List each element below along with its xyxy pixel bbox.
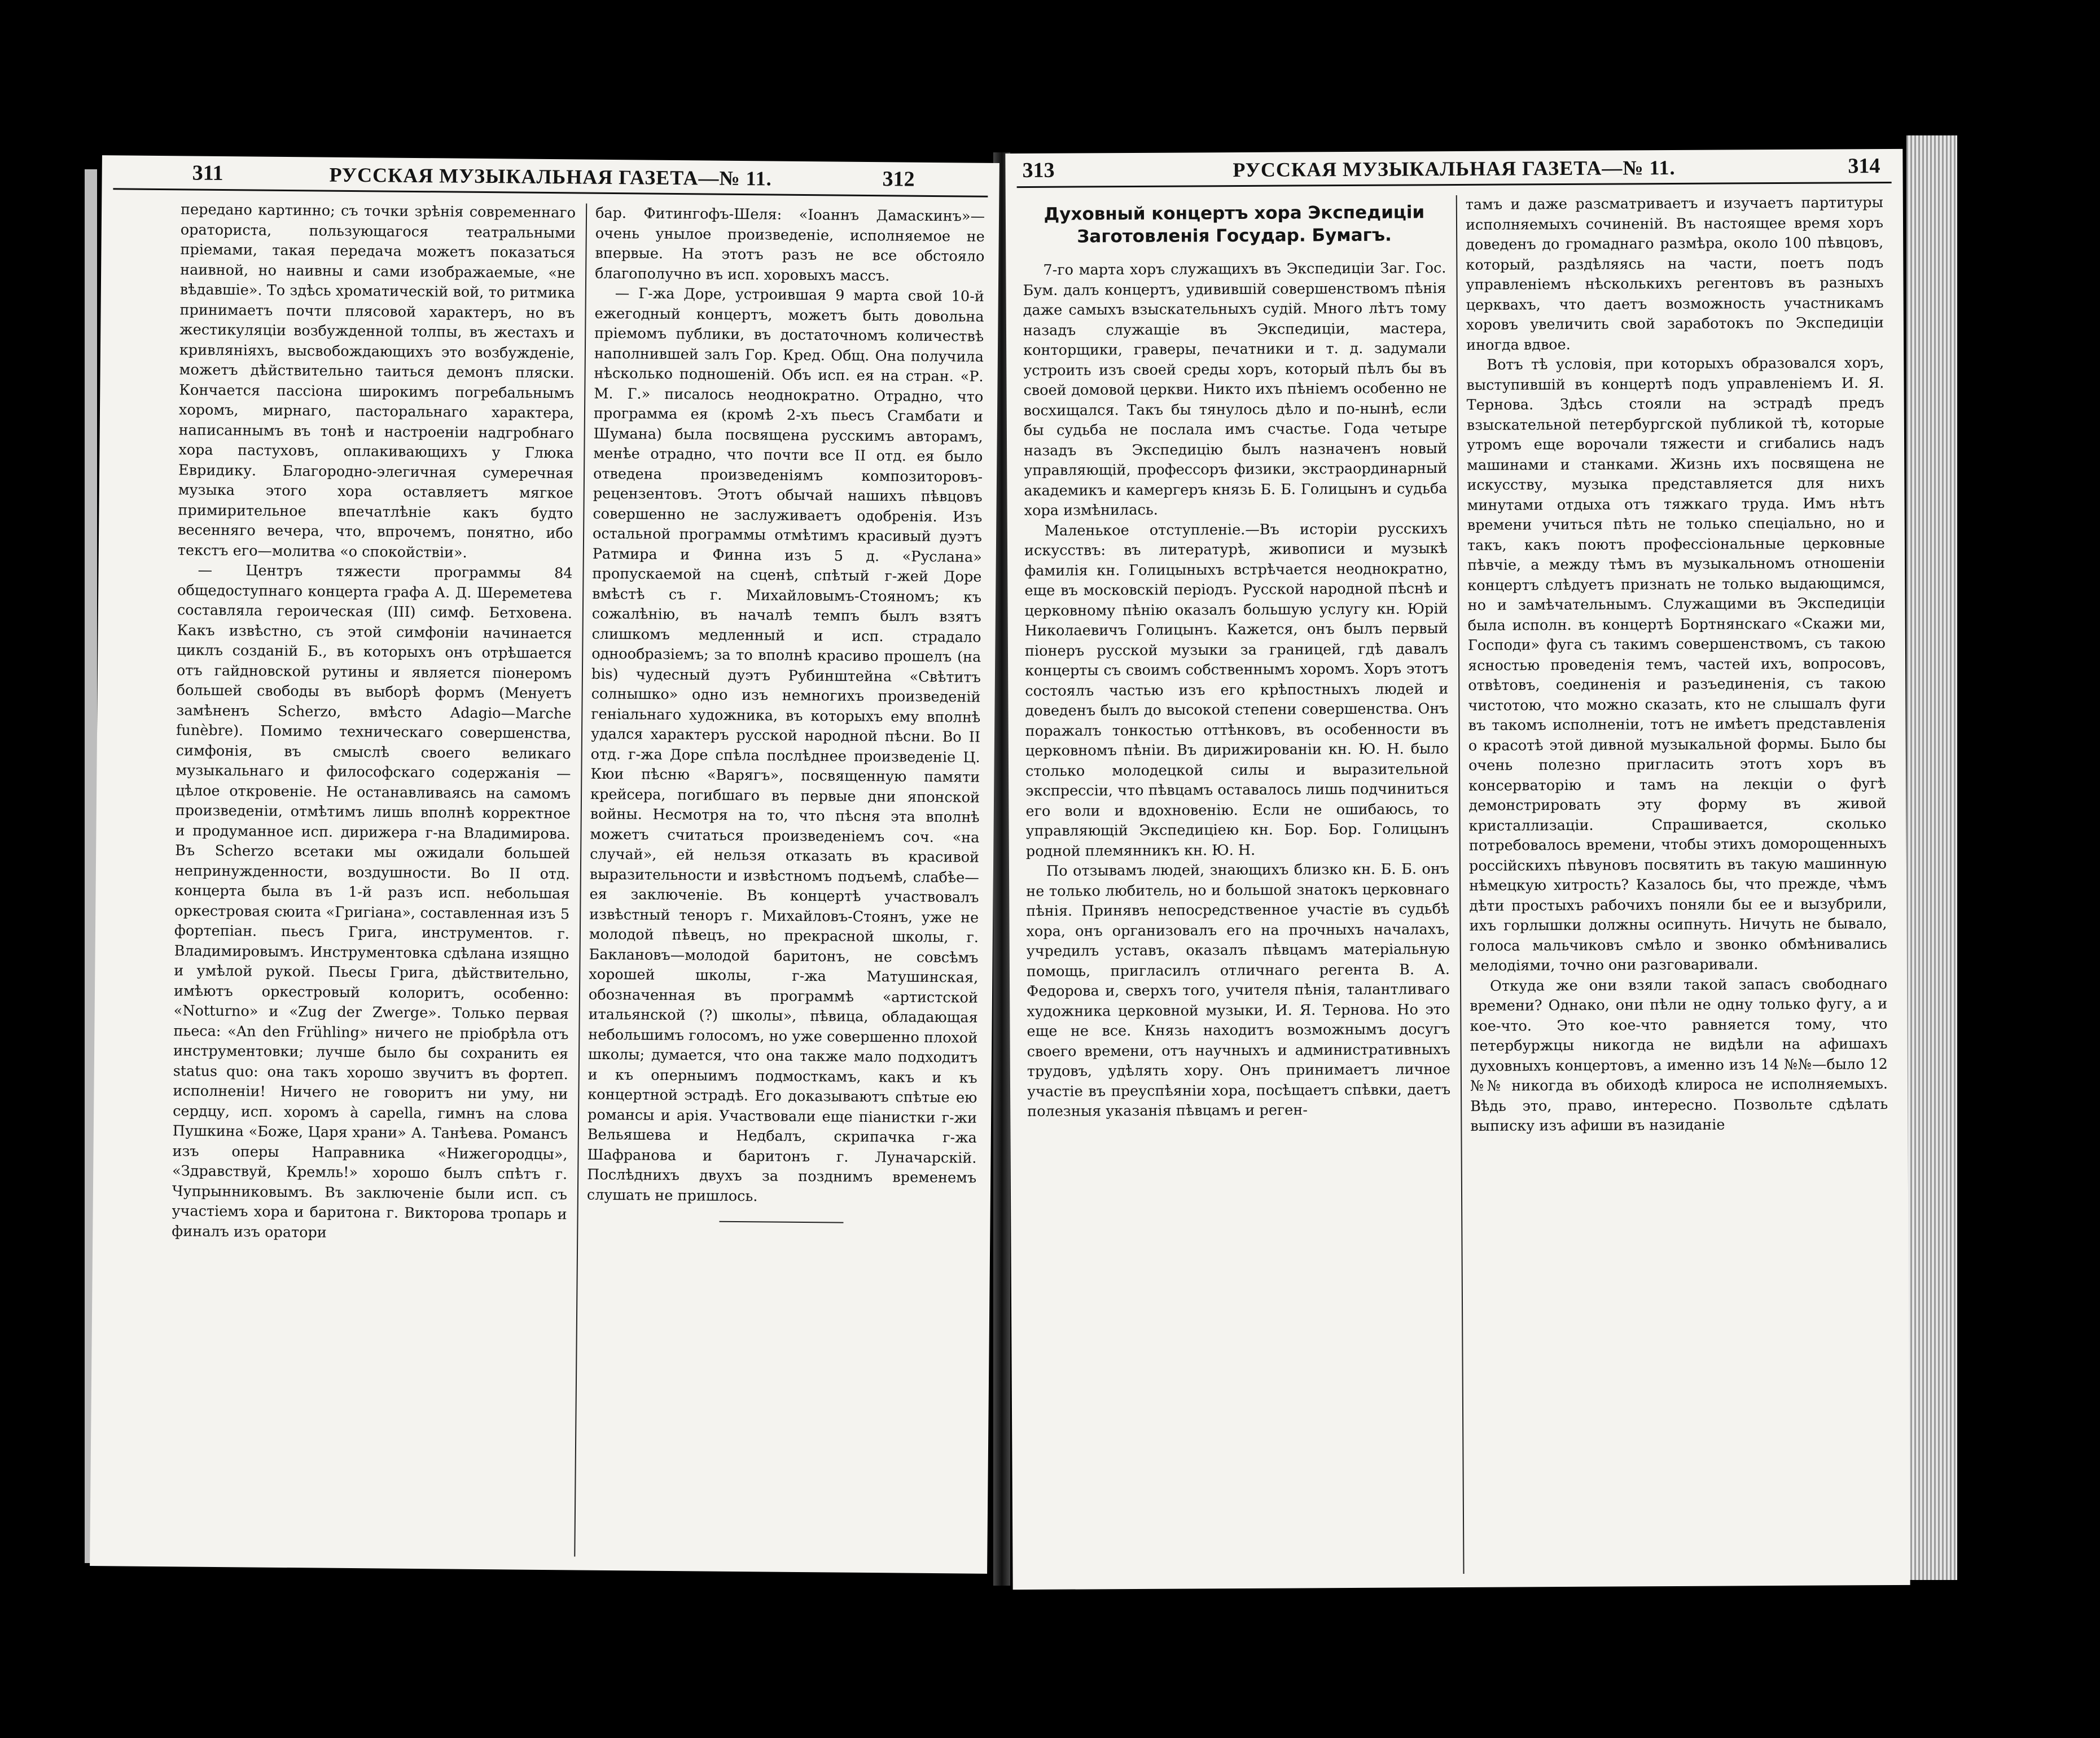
right-page-header xyxy=(1005,149,1902,193)
paragraph: передано картинно; съ точки зрѣнія современнаго ораториста, пользующагося театральными пріемами, такая передача можетъ показаться наивной, но наивны и сами изображаемые, «не вѣдавшіе». То здѣсь хроматическій вой, то ритмика принимаетъ почти плясовой характеръ, но въ жестикуляціи возбужденной толпы, въ жестахъ и кривляніяхъ, высвобождающихъ это возбужденіе, можетъ дѣйствительно таиться демонъ пляски. Кончается пассіона широкимъ погребальнымъ хоромъ, мирнаго, пасторальнаго характера, написаннымъ въ тонѣ и настроеніи надгробнаго хора пастуховъ, оплакивающихъ у Глюка Евридику. Благородно-элегичная сумеречная музыка этого хора оставляетъ мягкое примирительное впечатлѣніе какъ будто весенняго вечера, что, впрочемъ, понятно, ибо текстъ его—молитва «о спокойствіи». xyxy=(177,201,576,561)
page-number-312: 312 xyxy=(882,167,915,191)
newspaper-title: РУССКАЯ МУЗЫКАЛЬНАЯ ГАЗЕТА—№ 11. xyxy=(1233,156,1676,182)
page-number-313: 313 xyxy=(1022,158,1055,183)
left-page-header xyxy=(102,155,999,203)
paragraph: Вотъ тѣ условія, при которыхъ образовался хоръ, выступившій въ концертѣ подъ управленіемъ И. Я. Тернова. Здѣсь стояли на эстрадѣ предъ взыскательной петербургской публикой тѣ, которые утромъ еще ворочали тяжести и сгибались надъ машинами и станками. Жизнь ихъ посвящена не искусству, музыка представляется для нихъ минутами отдыха отъ тяжкаго труда. Имъ нѣтъ времени учиться пѣть не только спеціально, но и такъ, какъ поютъ профессіональные церковные пѣвчіе, а между тѣмъ въ музыкальномъ отношеніи концертъ слѣдуетъ признать не только выдающимся, но и замѣчательнымъ. Служащими въ Экспедиціи была исполн. въ концертѣ Бортнянскаго «Скажи ми, Господи» фуга съ такимъ совершенствомъ, съ такою ясностью проведенія темъ, частей ихъ, вопросовъ, отвѣтовъ, соединенія и разъединенія, съ такою чистотою, что можно сказать, кто не слышалъ фуги въ такомъ исполненіи, тотъ не имѣетъ представленія о красотѣ этой дивной музыкальной формы. Было бы очень полезно пригласить этотъ хоръ въ консерваторію и тамъ на лекціи о фугѣ демонстрировать эту форму въ живой кристаллизаціи. Спрашивается, сколько потребовалось времени, чтобы этихъ доморощенныхъ россійскихъ пѣвуновъ посвятить въ такую машинную нѣмецкую хитрость? Казалось бы, что прежде, чѣмъ дѣти простыхъ рабочихъ поняли бы ее и вызубрили, ихъ горлышки должны осипнуть. Ничуть не бывало, голоса мальчиковъ смѣло и звонко обмѣнивались мелодіями, точно они разговаривали. xyxy=(1466,354,1887,975)
page-number-314: 314 xyxy=(1848,154,1880,178)
end-rule xyxy=(719,1221,843,1223)
paragraph: — Центръ тяжести программы 84 общедоступнаго концерта графа А. Д. Шереметева составляла героическая (III) симф. Бетховена. Какъ извѣстно, съ этой симфоніи начинается циклъ созданій Б., въ которыхъ онъ отрѣшается отъ гайдновской рутины и является піонеромъ большей свободы въ выборѣ формъ (Менуетъ замѣненъ Scherzo, вмѣсто Adagio—Marche funèbre). Помимо техническаго совершенства, симфонія, въ смыслѣ своего великаго музыкальнаго и философскаго содержанія — цѣлое откровеніе. Не останавливаясь на самомъ произведеніи, отмѣтимъ лишь вполнѣ корректное и продуманное исп. дирижера г-на Владимирова. Въ Scherzo всетаки мы ожидали большей непринужденности, воздушности. Во II отд. концерта была въ 1-й разъ исп. небольшая оркестровая сюита «Григіана», составленная изъ 5 фортепіан. пьесъ Грига, инструментов. г. Владимировымъ. Инструментовка сдѣлана изящно и умѣлой рукой. Пьесы Грига, дѣйствительно, имѣютъ оркестровый колоритъ, особенно: «Notturno» и «Zug der Zwerge». Только первая пьеса: «An den Frühling» ничего не пріобрѣла отъ инструментовки; лучше было бы сохранить ея status quo: она такъ хорошо звучитъ въ фортеп. исполненіи! Ничего не говоритъ ни уму, ни сердцу, исп. хоромъ à capella, гимнъ на слова Пушкина «Боже, Царя храни» А. Танѣева. Романсъ изъ оперы Направника «Нижегородцы», «Здравствуй, Кремль!» хорошо былъ спѣтъ г. Чупрынниковымъ. Въ заключеніе были исп. съ участіемъ хора и баритона г. Викторова тропарь и финалъ изъ оратори xyxy=(172,561,573,1241)
newspaper-title: РУССКАЯ МУЗЫКАЛЬНАЯ ГАЗЕТА—№ 11. xyxy=(329,163,772,190)
left-page-column-2 xyxy=(584,204,985,1563)
right-page xyxy=(1005,149,1910,1590)
scan-edge-right xyxy=(1906,135,1957,1580)
paragraph: 7-го марта хоръ служащихъ въ Экспедиціи Заг. Гос. Бум. далъ концертъ, удивившій совершенствомъ пѣнія даже самыхъ взыскательныхъ судій. Много лѣтъ тому назадъ служащіе въ Экспедиціи, мастера, конторщики, граверы, печатники и т. д. задумали устроить изъ своей среды хоръ, который пѣлъ бы въ своей домовой церкви. Никто ихъ пѣніемъ особенно не восхищался. Такъ бы тянулось дѣло и по-нынѣ, если бы судьба не послала имъ счастье. Года четыре назадъ въ Экспедицію былъ назначенъ новый управляющій, профессоръ физики, экстраординарный академикъ и камергеръ князь Б. Б. Голицынъ и судьба хора измѣнилась. xyxy=(1023,260,1448,520)
page-number-311: 311 xyxy=(192,161,223,185)
right-page-column-2 xyxy=(1466,193,1891,1576)
paragraph: По отзывамъ людей, знающихъ близко кн. Б. Б. онъ не только любитель, но и большой знатокъ церковнаго пѣнія. Принявъ непосредственное участіе въ судьбѣ хора, онъ организовалъ его на прочныхъ началахъ, учредилъ уставъ, оказалъ пѣвцамъ матеріальную помощь, пригласилъ отличнаго регента В. А. Федорова и, сверхъ того, учителя пѣнія, талантливаго художника церковной музыки, И. Я. Тернова. Но это еще не все. Князь находитъ возможнымъ досугъ своего времени, отъ научныхъ и административныхъ трудовъ, удѣлять хору. Онъ принимаетъ личное участіе въ преуспѣяніи хора, посѣщаетъ спѣвки, даетъ полезныя указанія пѣвцамъ и реген- xyxy=(1026,861,1451,1120)
paragraph: тамъ и даже разсматриваетъ и изучаетъ партитуры исполняемыхъ сочиненій. Въ настоящее время хоръ доведенъ до громаднаго размѣра, около 100 пѣвцовъ, который, раздѣляясь на части, поетъ подъ управленіемъ нѣсколькихъ регентовъ въ разныхъ церквахъ, что даетъ возможность участникамъ хоровъ увеличить свой заработокъ по Экспедиціи иногда вдвое. xyxy=(1465,194,1884,354)
article-title: Духовный концертъ хора Экспедиціи Заготовленія Государ. Бумагъ. xyxy=(1044,202,1425,247)
paragraph: — Г-жа Доре, устроившая 9 марта свой 10-й ежегодный концертъ, можетъ быть довольна пріемомъ публики, въ достаточномъ количествѣ наполнившей залъ Гор. Кред. Общ. Она получила нѣсколько подношеній. Объ исп. ея на стран. «Р. М. Г.» писалось неоднократно. Отрадно, что программа ея (кромѣ 2-хъ пьесъ Сгамбати и Шумана) была посвящена русскимъ авторамъ, менѣе отрадно, что почти все II отд. ея было отведена произведеніямъ композиторовъ-рецензентовъ. Этотъ обычай нашихъ пѣвцовъ совершенно не заслуживаетъ одобренія. Изъ остальной программы отмѣтимъ красивый дуэтъ Ратмира и Финна изъ 5 д. «Руслана» пропускаемой на сценѣ, спѣтый г-жей Доре вмѣстѣ съ г. Михайловымъ-Стояномъ; къ сожалѣнію, въ началѣ темпъ былъ взятъ слишкомъ медленный и исп. страдало однообразіемъ; за то вполнѣ красиво прошелъ (на bis) чудесный дуэтъ Рубинштейна «Свѣтитъ солнышко» одно изъ немногихъ произведеній геніальнаго художника, въ которыхъ ему вполнѣ удался характеръ русской народной пѣсни. Во II отд. г-жа Доре спѣла послѣднее произведеніе Ц. Кюи пѣсню «Варягъ», посвященную памяти крейсера, погибшаго въ первые дни японской войны. Несмотря на то, что пѣсня эта вполнѣ можетъ считаться произведеніемъ соч. «на случай», ей нельзя отказать въ красивой выразительности и извѣстномъ подъемѣ, слабѣе—ея заключеніе. Въ концертѣ участвовалъ извѣстный теноръ г. Михайловъ-Стоянъ, уже не молодой пѣвецъ, но прекрасной школы, г. Баклановъ—молодой баритонъ, не совсѣмъ хорошей школы, г-жа Матушинская, обозначенная въ программѣ «артистской итальянской (?) школы», пѣвица, обладающая небольшимъ голосомъ, но уже совершенно плохой школы; думается, что она также мало подходитъ и къ оперныимъ подмосткамъ, какъ и къ концертной эстрадѣ. Его доказываютъ спѣтые ею романсы и арія. Участвовали еще піанистки г-жи Вельяшева и Недбалъ, скрипачка г-жа Шафранова и баритонъ г. Луначарскій. Послѣднихъ двухъ за позднимъ временемъ слушать не пришлось. xyxy=(586,285,984,1205)
paragraph: Маленькое отступленіе.—Въ исторіи русскихъ искусствъ: въ литературѣ, живописи и музыкѣ фамилія кн. Голицыныхъ встрѣчается неоднократно, еще въ московскій періодъ. Русской народной пѣснѣ и церковному пѣнію оказалъ большую услугу кн. Юрій Николаевичъ Голицынъ. Кажется, онъ былъ первый піонеръ русской музыки за границей, гдѣ давалъ концерты съ своимъ собственнымъ хоромъ. Хоръ этотъ состоялъ частью изъ его крѣпостныхъ людей и доведенъ былъ до высокой степени совершенства. Онъ поражалъ тонкостью оттѣнковъ, въ особенности въ церковномъ пѣніи. Въ дирижированіи кн. Ю. Н. было столько молодецкой силы и выразительной экспрессіи, что пѣвцамъ оставалось лишь подчиниться его воли и вдохновенію. Если не ошибаюсь, то управляющій Экспедиціею кн. Бор. Бор. Голицынъ родной племянникъ кн. Ю. Н. xyxy=(1024,520,1449,860)
paragraph: Откуда же они взяли такой запасъ свободнаго времени? Однако, они пѣли не одну только фугу, а и кое-что. Это кое-что равняется тому, что петербуржцы никогда не видѣли на афишахъ духовныхъ концертовъ, а именно изъ 14 №№—было 12 №№ никогда въ обиходѣ клироса не исполняемыхъ. Вѣдь это, право, интересно. Позвольте сдѣлать выписку изъ афиши въ назиданіе xyxy=(1470,975,1888,1135)
paragraph: бар. Фитингофъ-Шеля: «Іоаннъ Дамаскинъ»— очень унылое произведеніе, исполняемое не впервые. На этотъ разъ не все обстояло благополучно въ исп. хоровыхъ массъ. xyxy=(595,204,985,284)
column-divider xyxy=(1456,195,1465,1574)
right-page-column-1 xyxy=(1023,195,1453,1578)
left-page xyxy=(90,155,999,1574)
left-page-column-1 xyxy=(169,200,576,1559)
header-rule xyxy=(1017,182,1892,188)
